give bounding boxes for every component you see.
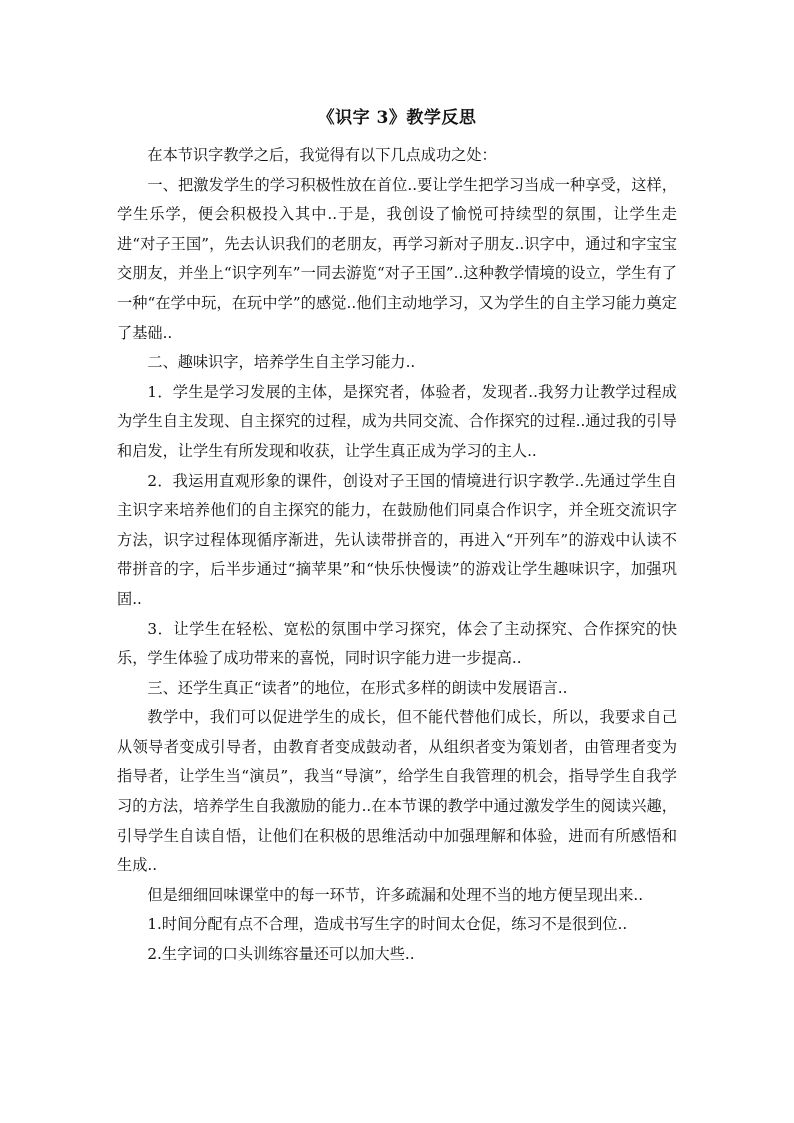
paragraph-point-two-item-3: 3．让学生在轻松、宽松的氛围中学习探究，体会了主动探究、合作探究的快乐，学生体验了成功带来的喜悦，同时识字能力进一步提高.. xyxy=(117,619,677,668)
paragraph-intro: 在本节识字教学之后，我觉得有以下几点成功之处： xyxy=(147,146,497,164)
document-body xyxy=(117,141,677,970)
paragraph-shortcoming-1: 1.时间分配有点不合理，造成书写生字的时间太仓促，练习不是很到位.. xyxy=(147,915,628,934)
document-title: 《识字 3》教学反思 xyxy=(317,108,477,128)
paragraph-point-three-heading: 三、还学生真正“读者”的地位，在形式多样的朗读中发展语言.. xyxy=(147,678,568,697)
paragraph-point-two-item-2: 2．我运用直观形象的课件，创设对子王国的情境进行识字教学..先通过学生自主识字来培养他们的自主探究的能力，在鼓励他们同桌合作识字，并全班交流识字方法，识字过程体现循序渐进，先认读带拼音的，再进入“开列车”的游戏中认读不带拼音的字，后半步通过“摘苹果”和“快乐快慢读”的游戏让学生趣味识字，加强巩固.. xyxy=(117,471,677,608)
paragraph-point-two-item-1: 1．学生是学习发展的主体，是探究者，体验者，发现者..我努力让教学过程成为学生自主发现、自主探究的过程，成为共同交流、合作探究的过程..通过我的引导和启发，让学生有所发现和收获，让学生真正成为学习的主人.. xyxy=(117,382,677,460)
paragraph-point-three-body: 教学中，我们可以促进学生的成长，但不能代替他们成长，所以，我要求自己从领导者变成引导者，由教育者变成鼓动者，从组织者变为策划者，由管理者变为指导者，让学生当“演员”，我当“导演”，给学生自我管理的机会，指导学生自我学习的方法，培养学生自我激励的能力..在本节课的教学中通过激发学生的阅读兴趣，引导学生自读自悟，让他们在积极的思维活动中加强理解和体验，进而有所感悟和生成.. xyxy=(117,708,677,875)
paragraph-shortcomings-intro: 但是细细回味课堂中的每一环节，许多疏漏和处理不当的地方便呈现出来.. xyxy=(147,885,644,904)
paragraph-shortcoming-2: 2.生字词的口头训练容量还可以加大些.. xyxy=(147,945,415,964)
paragraph-point-two-heading: 二、趣味识字，培养学生自主学习能力.. xyxy=(147,353,416,372)
paragraph-point-one: 一、把激发学生的学习积极性放在首位..要让学生把学习当成一种享受，这样，学生乐学，便会积极投入其中..于是，我创设了愉悦可持续型的氛围，让学生走进“对子王国”，先去认识我们的老朋友，再学习新对子朋友..识字中，通过和字宝宝交朋友，并坐上“识字列车”一同去游览“对子王国”..这种教学情境的设立，学生有了一种“在学中玩，在玩中学”的感觉..他们主动地学习，又为学生的自主学习能力奠定了基础.. xyxy=(117,175,677,342)
